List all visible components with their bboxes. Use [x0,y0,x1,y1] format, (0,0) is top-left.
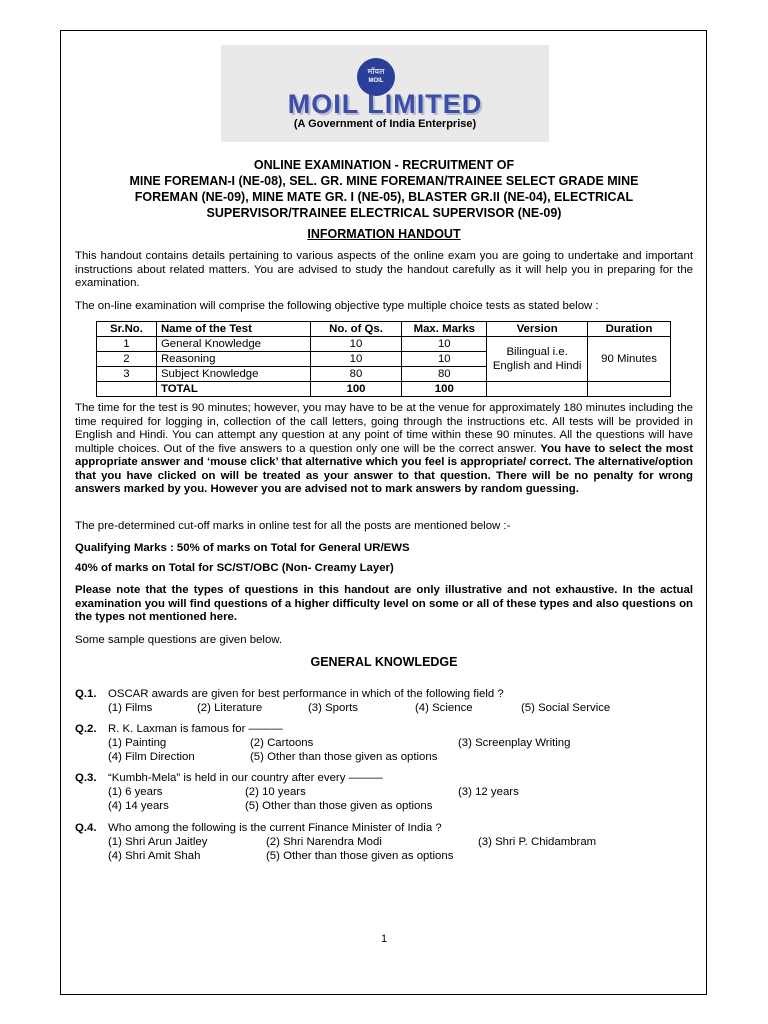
section-title-general-knowledge: GENERAL KNOWLEDGE [310,655,458,669]
option: (4) Shri Amit Shah [108,850,201,862]
emblem-text: MOIL [368,78,384,84]
option: (5) Other than those given as options [245,800,433,812]
option: (5) Other than those given as options [250,751,438,763]
cutoff-intro: The pre-determined cut-off marks in online test for all the posts are mentioned below :- [75,520,511,532]
option: (2) Literature [197,702,263,714]
cell-sr: 1 [97,337,157,352]
question-item [75,821,693,865]
question-text: OSCAR awards are given for best performance in which of the following field ? [108,688,504,700]
cell-qs: 80 [310,367,402,382]
cell-empty [487,382,588,397]
header-qs: No. of Qs. [310,322,402,337]
header-marks: Max. Marks [402,322,487,337]
handout-title: INFORMATION HANDOUT [307,227,461,241]
table-header-row [97,322,671,337]
cell-sr: 3 [97,367,157,382]
option: (1) Films [108,702,153,714]
option: (1) Painting [108,737,167,749]
time-instructions-bold: You have to select the most appropriate answer and ‘mouse click’ that alternative which you feel is appropriate/ correct. The alternative/option that you have clicked on will be treated as your answer to that question. There will be no penalty for wrong answers marked by you. However you are advised not to mark answers by random guessing. [75,442,693,495]
question-item [75,771,693,815]
question-number: Q.1. [75,688,97,700]
table-total-row [97,382,671,397]
company-name: MOIL LIMITED [287,89,483,119]
option: (4) 14 years [108,800,169,812]
exam-title [90,157,678,221]
question-text: R. K. Laxman is famous for ——— [108,723,283,735]
option: (4) Film Direction [108,751,195,763]
cell-marks: 10 [402,337,487,352]
option: (5) Other than those given as options [266,850,454,862]
cell-empty [588,382,671,397]
option: (5) Social Service [521,702,611,714]
tests-intro: The on-line examination will comprise the following objective type multiple choice tests as stated below : [75,300,599,312]
option: (1) 6 years [108,786,163,798]
moil-logo [221,45,549,142]
header-name: Name of the Test [156,322,310,337]
illustrative-note: Please note that the types of questions in this handout are only illustrative and not exhaustive. In the actual examination you will find questions of a higher difficulty level on some or all of these types and also questions on the types not mentioned here. [75,584,693,623]
option: (2) Cartoons [250,737,314,749]
cell-empty [97,382,157,397]
cell-name: Reasoning [156,352,310,367]
cell-total-label: TOTAL [156,382,310,397]
qualifying-marks-reserved: 40% of marks on Total for SC/ST/OBC (Non- Creamy Layer) [75,562,394,574]
question-text: Who among the following is the current Finance Minister of India ? [108,822,442,834]
cell-total-marks: 100 [402,382,487,397]
cell-duration: 90 Minutes [588,337,671,382]
header-version: Version [487,322,588,337]
cell-qs: 10 [310,352,402,367]
option: (3) 12 years [458,786,519,798]
table-row [97,337,671,352]
title-line: FOREMAN (NE-09), MINE MATE GR. I (NE-05), BLASTER GR.II (NE-04), ELECTRICAL [134,190,634,204]
question-item [75,722,693,766]
option: (3) Screenplay Writing [458,737,571,749]
title-line: SUPERVISOR/TRAINEE ELECTRICAL SUPERVISOR (NE-09) [206,206,562,220]
question-item [75,687,693,717]
cell-qs: 10 [310,337,402,352]
option: (4) Science [415,702,473,714]
option: (3) Sports [308,702,359,714]
option: (1) Shri Arun Jaitley [108,836,208,848]
title-line: ONLINE EXAMINATION - RECRUITMENT OF [253,158,515,172]
cell-sr: 2 [97,352,157,367]
cell-version: Bilingual i.e. English and Hindi [487,337,588,382]
option: (2) 10 years [245,786,306,798]
cell-total-qs: 100 [310,382,402,397]
tests-table [96,321,671,397]
qualifying-marks-general: Qualifying Marks : 50% of marks on Total for General UR/EWS [75,542,410,554]
emblem-hindi-text: मॉयल [367,67,385,76]
cell-marks: 10 [402,352,487,367]
option: (2) Shri Narendra Modi [266,836,382,848]
title-line: MINE FOREMAN-I (NE-08), SEL. GR. MINE FOREMAN/TRAINEE SELECT GRADE MINE [129,174,639,188]
header-duration: Duration [588,322,671,337]
question-number: Q.3. [75,772,97,784]
option: (3) Shri P. Chidambram [478,836,597,848]
page-number: 1 [380,933,388,945]
cell-marks: 80 [402,367,487,382]
company-subtitle: (A Government of India Enterprise) [293,118,477,130]
intro-paragraph: This handout contains details pertaining to various aspects of the online exam you are going to undertake and important instructions about related matters. You are advised to study the handout carefully as it will help you in preparing for the examination. [75,250,693,289]
question-number: Q.4. [75,822,97,834]
time-text: The time for the test is 90 minutes; however, you may have to be at the venue for approximately 180 minutes including the time required for logging in, collection of the call letters, going through the instructions etc. All tests will be provided in English and Hindi. You can attempt any question at any point of time within these 90 minutes. All the questions will have multiple choices. Out of the five answers to a question only one will be the correct answer. [75,402,693,455]
question-number: Q.2. [75,723,97,735]
cell-name: Subject Knowledge [156,367,310,382]
time-paragraph [75,402,693,497]
header-sr: Sr.No. [97,322,157,337]
question-text: “Kumbh-Mela” is held in our country after every ——— [108,772,383,784]
sample-intro: Some sample questions are given below. [75,634,283,646]
cell-name: General Knowledge [156,337,310,352]
